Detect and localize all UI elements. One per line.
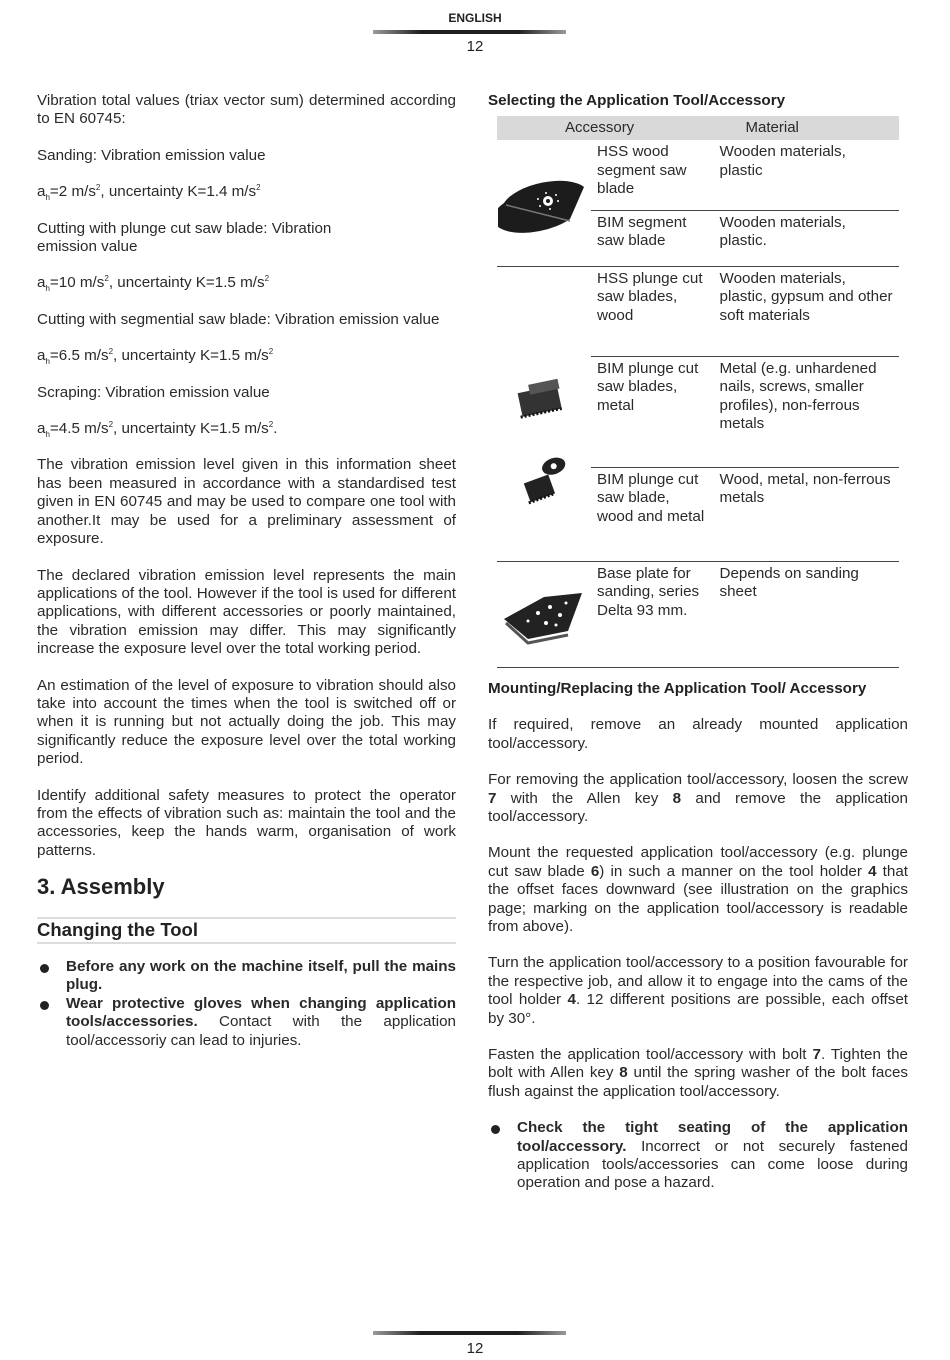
plunge-blades-image: [497, 266, 591, 561]
vibration-label-segmential: Cutting with segmential saw blade: Vibration emission value: [37, 310, 440, 328]
check-bullet-list: [488, 1119, 908, 1193]
mount-title: Mounting/Replacing the Application Tool/ Accessory: [488, 679, 867, 697]
header-material: Material: [714, 116, 899, 140]
safety-bullet-list: [37, 958, 456, 1050]
paragraph-exposure-estimation: An estimation of the level of exposure to vibration should also take into account the times when the tool is switched off or when it is running but not actually doing the job. This may significantly reduce the exposure level over the total working period.: [37, 676, 456, 768]
header-accessory: Accessory: [497, 116, 714, 140]
accessory-table: [497, 116, 899, 668]
table-row: [497, 266, 899, 356]
right-column: [488, 92, 908, 1193]
vibration-intro: Vibration total values (triax vector sum) determined according to EN 60745:: [37, 92, 456, 128]
row-material: Wooden materials, plastic, gypsum and other soft materials: [714, 266, 899, 356]
row-accessory: HSS plunge cut saw blades, wood: [591, 266, 714, 356]
row-material: Metal (e.g. unhardened nails, screws, smaller profiles), non-ferrous metals: [714, 356, 899, 467]
language-label: ENGLISH: [448, 11, 502, 25]
row-accessory: BIM plunge cut saw blades, metal: [591, 356, 714, 467]
table-row: [497, 140, 899, 210]
subsection-title: Changing the Tool: [37, 917, 456, 944]
mount-paragraph-remove: If required, remove an already mounted application tool/accessory.: [488, 716, 908, 752]
vibration-label-scraping: Scraping: Vibration emission value: [37, 383, 270, 401]
mount-paragraph-fasten: Fasten the application tool/accessory with bolt 7. Tighten the bolt with Allen key 8 until the spring washer of the bolt faces flush against the application tool/accessory.: [488, 1046, 909, 1100]
row-material: Depends on sanding sheet: [714, 561, 899, 667]
vibration-value-segmential: $a_h=6.5$ $m/s^2$, uncertainty K=1.5 $m/s^2$: [37, 347, 274, 367]
section-title: 3. Assembly: [37, 874, 165, 900]
footer-page-number: 12: [466, 1340, 484, 1357]
header-page-number: 12: [466, 38, 484, 55]
paragraph-declared-emission: The declared vibration emission level represents the main applications of the tool. However if the tool is used for different applications, with different accessories or poorly maintained, the vibration emission may differ. This may significantly increase the exposure level over the total working period.: [37, 566, 456, 658]
vibration-value-sanding: $a_h=2$ $m/s^2$, uncertainty K=1.4 $m/s^2$: [37, 183, 261, 203]
mount-paragraph-mount: Mount the requested application tool/accessory (e.g. plunge cut saw blade 6) in such a manner on the tool holder 4 that the offset faces downward (see illustration on the graphics page; marking on the application tool/accessory is readable from above).: [488, 844, 908, 935]
paragraph-safety-measures: Identify additional safety measures to protect the operator from the effects of vibration such as: maintain the tool and the accessories, keep the hands warm, organisation of work patterns.: [37, 786, 456, 859]
vibration-value-scraping: $a_h=4.5$ $m/s^2$, uncertainty K=1.5 $m/s^2$.: [37, 420, 278, 440]
row-accessory: HSS wood segment saw blade: [591, 140, 714, 210]
bullet-gloves: Wear protective gloves when changing application tools/accessories. Contact with the application tool/accessoriy can lead to injuries.: [37, 995, 456, 1050]
row-material: Wooden materials, plastic.: [714, 210, 899, 266]
paragraph-emission-level: The vibration emission level given in this information sheet has been measured in accordance with a standardised test given in EN 60745 and may be used to compare one tool with another.It may be used for a preliminary assessment of exposure.: [37, 456, 456, 548]
row-accessory: BIM plunge cut saw blade, wood and metal: [591, 467, 714, 561]
row-accessory: Base plate for sanding, series Delta 93 mm.: [591, 561, 714, 667]
vibration-label-plunge-cut: Cutting with plunge cut saw blade: Vibration emission value: [37, 219, 332, 256]
bullet-pull-plug: Before any work on the machine itself, pull the mains plug.: [37, 958, 456, 995]
bullet-check-seating: Check the tight seating of the application tool/accessory. Incorrect or not securely fastened application tools/accessories can come loose during operation and pose a hazard.: [488, 1119, 908, 1193]
table-row: [497, 561, 899, 667]
row-accessory: BIM segment saw blade: [591, 210, 714, 266]
left-column: [37, 92, 456, 1050]
vibration-label-sanding: Sanding: Vibration emission value: [37, 146, 266, 164]
header-rule: [373, 30, 566, 34]
row-material: Wood, metal, non-ferrous metals: [714, 467, 899, 561]
base-plate-image: [497, 561, 591, 667]
segment-blade-image: [497, 140, 591, 266]
mount-paragraph-turn: Turn the application tool/accessory to a position favourable for the respective job, and allow it to engage into the cams of the tool holder 4. 12 different positions are possible, each offset by 30°.: [488, 954, 908, 1027]
footer-rule: [373, 1331, 566, 1335]
table-header-row: [497, 116, 899, 140]
mount-paragraph-loosen: For removing the application tool/accessory, loosen the screw 7 with the Allen key 8 and remove the application tool/accessory.: [488, 771, 908, 825]
vibration-value-plunge-cut: $a_h=10$ $m/s^2$, uncertainty K=1.5 $m/s^2$: [37, 274, 270, 294]
table-title: Selecting the Application Tool/Accessory: [488, 92, 786, 109]
row-material: Wooden materials, plastic: [714, 140, 899, 210]
